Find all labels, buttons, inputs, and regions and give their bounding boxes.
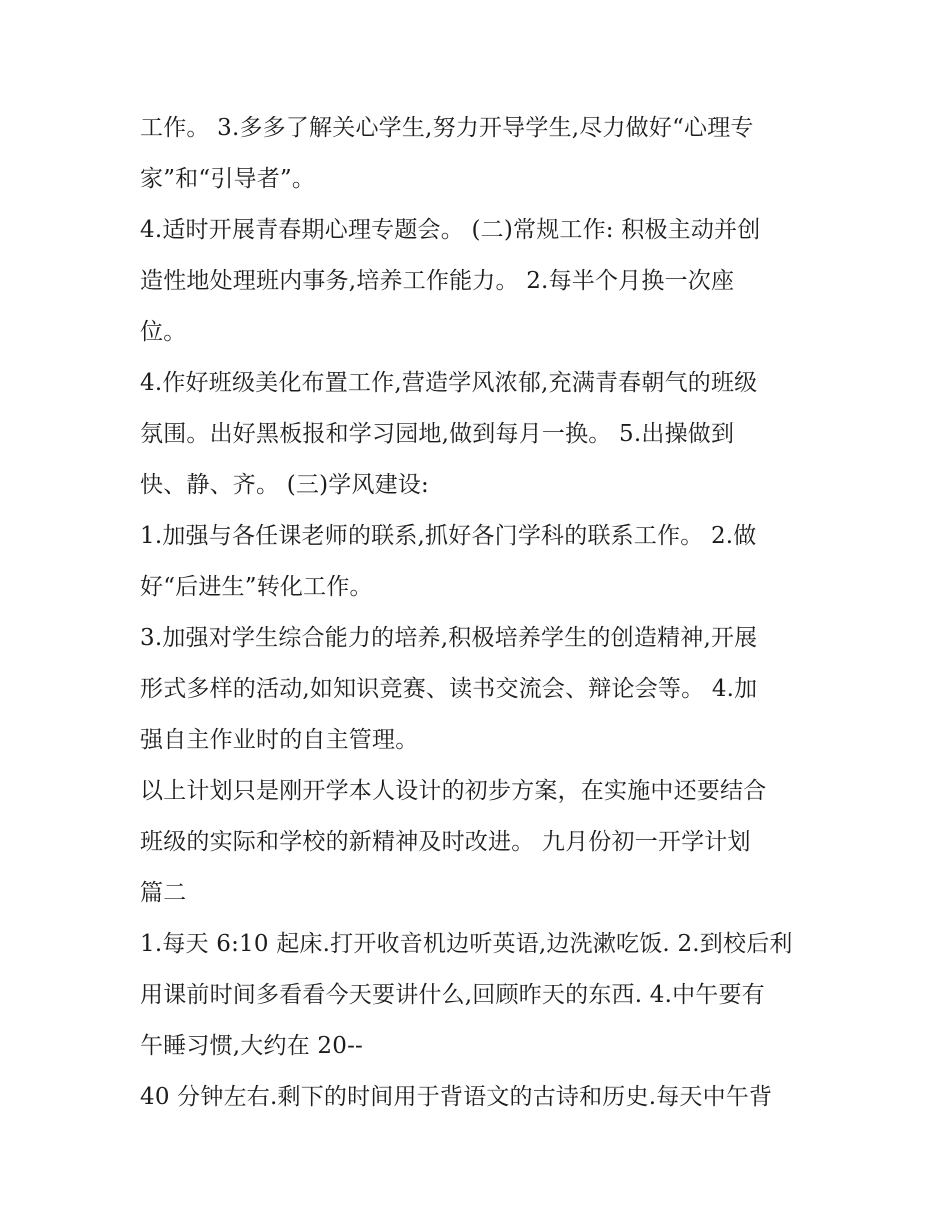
text-line: 快、静、齐。 (三)学风建设: — [140, 472, 430, 498]
text-line: 强自主作业时的自主管理。 — [140, 727, 419, 753]
text-line: 班级的实际和学校的新精神及时改进。 九月份初一开学计划 — [140, 829, 751, 855]
text-line: 形式多样的活动,如知识竞赛、读书交流会、辩论会等。 4.加 — [140, 676, 758, 702]
text-line: 位。 — [140, 319, 187, 345]
text-line: 1.加强与各任课老师的联系,抓好各门学科的联系工作。 2.做 — [140, 523, 757, 549]
text-line: 好“后进生”转化工作。 — [140, 574, 373, 600]
text-line: 40 分钟左右.剩下的时间用于背语文的古诗和历史.每天中午背 — [140, 1084, 773, 1110]
text-line: 家”和“引导者”。 — [140, 166, 316, 192]
text-line: 用课前时间多看看今天要讲什么,回顾昨天的东西. 4.中午要有 — [140, 982, 765, 1008]
text-line: 工作。 3.多多了解关心学生,努力开导学生,尽力做好“心理专 — [140, 115, 754, 141]
text-line: 4.适时开展青春期心理专题会。 (二)常规工作: 积极主动并创 — [140, 217, 761, 243]
text-line: 造性地处理班内事务,培养工作能力。 2.每半个月换一次座 — [140, 268, 735, 294]
text-line: 午睡习惯,大约在 20-- — [140, 1033, 364, 1059]
text-line: 1.每天 6:10 起床.打开收音机边听英语,边洗漱吃饭. 2.到校后利 — [140, 931, 793, 957]
document-text-body — [140, 103, 830, 1123]
text-line: 3.加强对学生综合能力的培养,积极培养学生的创造精神,开展 — [140, 625, 758, 651]
text-line: 氛围。出好黑板报和学习园地,做到每月一换。 5.出操做到 — [140, 421, 735, 447]
text-line: 以上计划只是刚开学本人设计的初步方案，在实施中还要结合 — [140, 778, 767, 804]
text-line: 4.作好班级美化布置工作,营造学风浓郁,充满青春朝气的班级 — [140, 370, 758, 396]
section-heading: 篇二 — [140, 880, 187, 906]
